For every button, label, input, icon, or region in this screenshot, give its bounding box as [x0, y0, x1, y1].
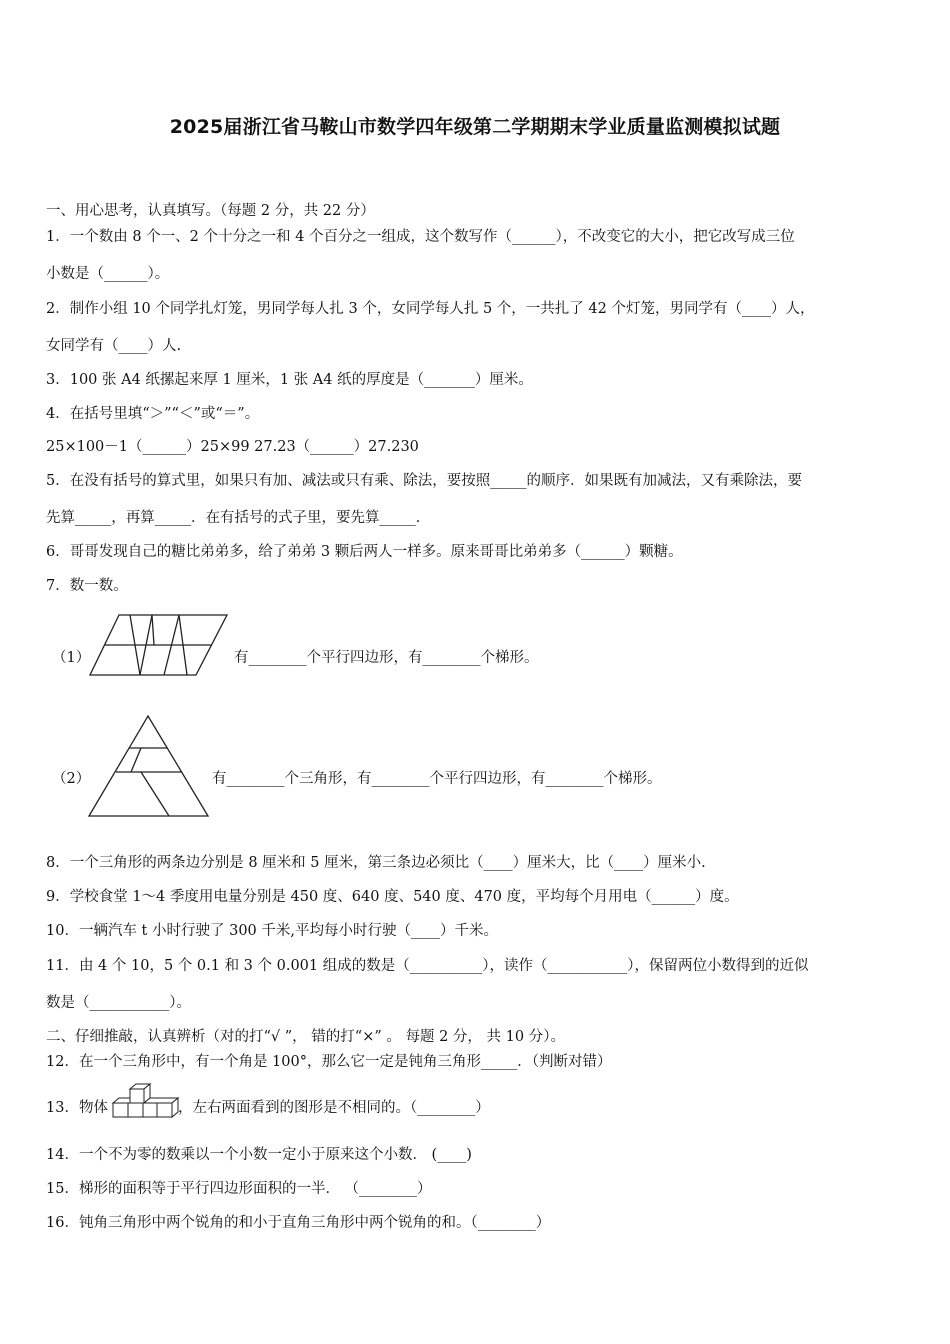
section-2-heading: 二、仔细推敲，认真辨析（对的打“√ ”， 错的打“×” 。 每题 2 分， 共 10 分）。: [46, 1029, 565, 1045]
question-11-line-1: 11．由 4 个 10，5 个 0.1 和 3 个 0.001 组成的数是（__________），读作（___________），保留两位小数得到的近似: [46, 958, 809, 974]
question-7-2-number: （2）: [52, 771, 91, 787]
question-7: 7．数一数。: [46, 578, 128, 594]
cubes-figure: [110, 1083, 180, 1123]
question-7-1-number: （1）: [52, 650, 91, 666]
question-15: 15．梯形的面积等于平行四边形面积的一半． （________）: [46, 1181, 432, 1197]
question-1-line-1: 1．一个数由 8 个一、2 个十分之一和 4 个百分之一组成，这个数写作（______），不改变它的大小，把它改写成三位: [46, 229, 795, 245]
question-13-text: ，左右两面看到的图形是不相同的。（________）: [178, 1100, 490, 1116]
question-13-prefix: 13．物体: [46, 1100, 108, 1116]
parallelogram-figure: [88, 612, 230, 678]
question-16: 16．钝角三角形中两个锐角的和小于直角三角形中两个锐角的和。（________）: [46, 1215, 551, 1231]
question-5-line-2: 先算_____，再算_____．在有括号的式子里，要先算_____．: [46, 510, 431, 526]
question-9: 9．学校食堂 1～4 季度用电量分别是 450 度、640 度、540 度、470 度，平均每个月用电（______）度。: [46, 889, 739, 905]
question-2-line-2: 女同学有（____）人.: [46, 338, 182, 354]
question-4-line-1: 4．在括号里填“＞”“＜”或“＝”。: [46, 406, 260, 422]
question-4-line-2: 25×100－1（______）25×99 27.23（______）27.230: [46, 439, 419, 455]
question-2-line-1: 2．制作小组 10 个同学扎灯笼，男同学每人扎 3 个，女同学每人扎 5 个，一共扎了 42 个灯笼，男同学有（____）人，: [46, 301, 815, 317]
question-1-line-2: 小数是（______）。: [46, 266, 170, 282]
question-14: 14．一个不为零的数乘以一个小数一定小于原来这个小数． (____): [46, 1147, 472, 1163]
question-3: 3．100 张 A4 纸摞起来厚 1 厘米，1 张 A4 纸的厚度是（_______）厘米。: [46, 372, 533, 388]
question-7-1-text: 有________个平行四边形，有________个梯形。: [234, 650, 539, 666]
question-5-line-1: 5．在没有括号的算式里，如果只有加、减法或只有乘、除法，要按照_____的顺序．如果既有加减法，又有乘除法，要: [46, 473, 802, 489]
section-1-heading: 一、用心思考，认真填写。（每题 2 分，共 22 分）: [46, 203, 375, 219]
question-11-line-2: 数是（___________）。: [46, 995, 191, 1011]
question-8: 8．一个三角形的两条边分别是 8 厘米和 5 厘米，第三条边必须比（____）厘米大，比（____）厘米小.: [46, 855, 706, 871]
page-title: 2025届浙江省马鞍山市数学四年级第二学期期末学业质量监测模拟试题: [169, 116, 781, 138]
question-6: 6．哥哥发现自己的糖比弟弟多，给了弟弟 3 颗后两人一样多。原来哥哥比弟弟多（______）颗糖。: [46, 544, 683, 560]
question-10: 10．一辆汽车 t 小时行驶了 300 千米,平均每小时行驶（____）千米。: [46, 923, 498, 939]
question-7-2-text: 有________个三角形，有________个平行四边形，有________个梯形。: [212, 771, 662, 787]
triangle-figure: [86, 713, 212, 819]
question-12: 12．在一个三角形中，有一个角是 100°，那么它一定是钝角三角形_____．（判断对错）: [46, 1054, 612, 1070]
